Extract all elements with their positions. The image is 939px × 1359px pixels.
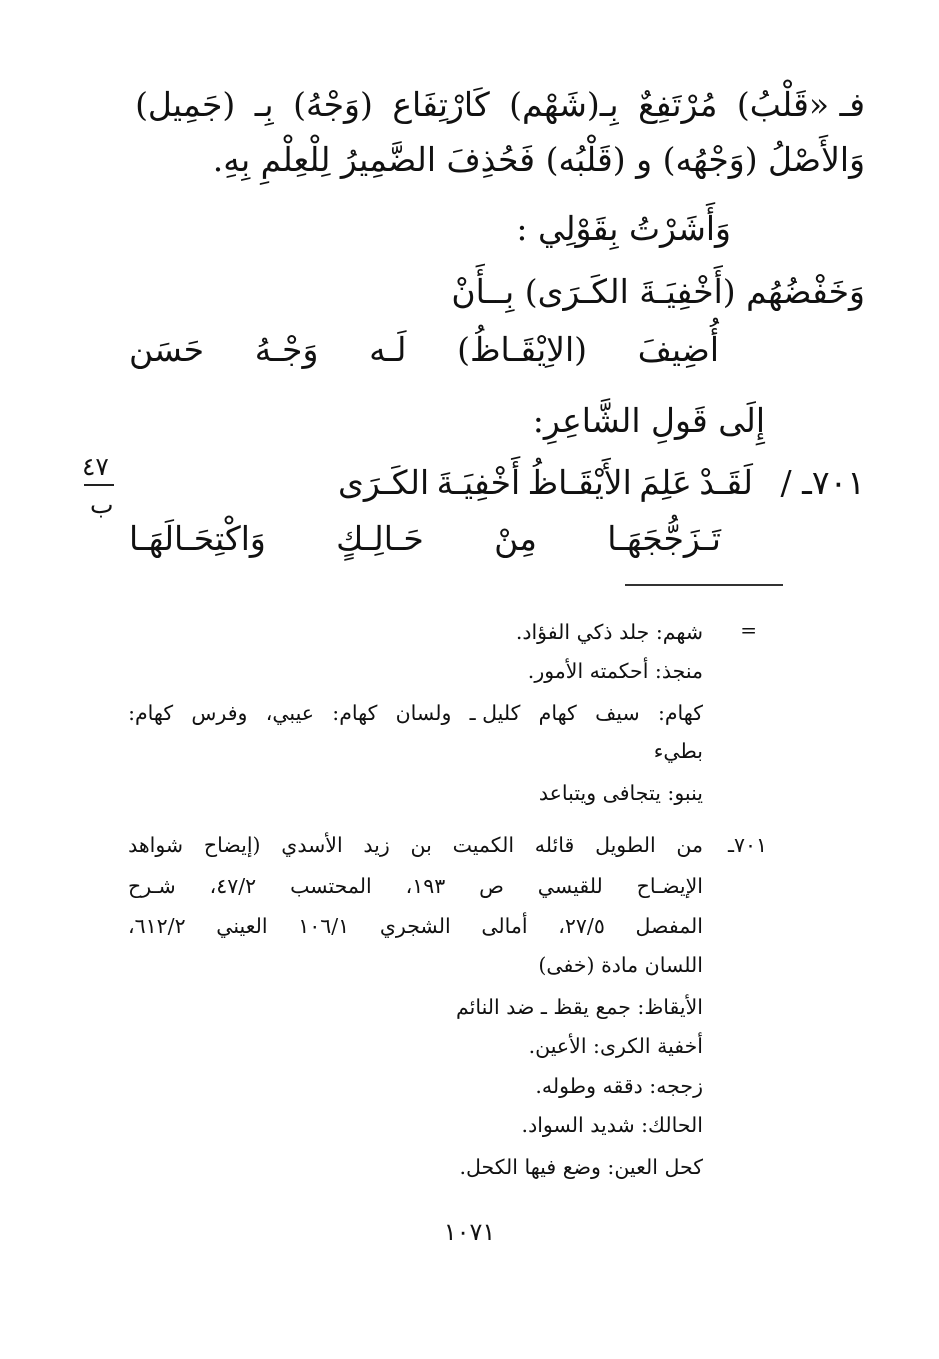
word: (جَمِيل) [135,85,236,124]
word: بِـ [254,85,274,124]
footnote-line: منجذ: أحكمته الأمور. [527,659,703,683]
word: كهام: [332,701,378,725]
footnote-line: أخفية الكرى: الأعين. [528,1034,703,1058]
main-line-3: وَأَشَرْتُ بِقَوْلِي : [516,209,731,248]
word: لَقَـدْ [699,463,753,502]
word: حَسَن [129,330,205,369]
footnote-number: ٧٠١ـ [727,833,767,857]
main-line-4: وَخَفْضُهُم (أَخْفِيَـةَ الكَـرَى) بِــأَنْ [451,272,865,311]
word: ص [479,874,504,898]
word: زيد [363,833,390,857]
footnote-line: ينبو: يتجافى ويتباعد [538,781,703,805]
word: مُرْتَفِعٌ [638,85,718,124]
word: الأسدي [281,833,343,857]
footnote-line [128,703,703,724]
word: الإيضـاح [636,874,703,898]
word: ٤٧/٢، [209,874,257,898]
main-line-6: إِلَى قَولِ الشَّاعِرِ: [532,401,765,440]
word: عَلِمَ [639,463,692,502]
word: أُضِيفَ [637,330,719,369]
word: (إيضاح [203,833,261,857]
verse-number: ٧٠١ـ / [780,463,865,502]
margin-folio-side: ب [90,490,114,519]
word: المفصل [635,914,703,938]
footnote-line [128,876,703,897]
word: كَارْتِفَاع [392,85,490,124]
word: فـ «قَلْبُ) [736,85,865,124]
word: كليل ـ [469,701,521,725]
word: الأَيْقَـاظُ [527,463,632,502]
footnote-line: الحالك: شديد السواد. [521,1113,703,1137]
footnote-line [128,835,703,856]
margin-fraction-line [84,484,114,486]
footnote-line [128,916,703,937]
word: الكميت [452,833,515,857]
word: كهام: [128,701,174,725]
word: مِنْ [494,519,537,558]
word: بِـ(شَهْم) [509,85,619,124]
footnote-line: زججه: دققه وطوله. [535,1074,703,1098]
word: وَاكْتِحَـالَهَـا [129,519,266,558]
main-line-1 [135,85,865,124]
footnote-line: الأيقاظ: جمع يقظ ـ ضد النائم [455,995,703,1019]
word: الشجري [379,914,451,938]
word: (وَجْهُ) [293,85,373,124]
word: شـرح [128,874,176,898]
word: أمالى [481,914,528,938]
word: أَخْفِيَـةَ [436,463,521,502]
footnote-line: اللسان مادة (خفى) [538,953,703,977]
word: ٢٧/٥، [558,914,605,938]
page-number: ١٠٧١ [443,1218,496,1246]
word: الطويل [595,833,656,857]
verse-line-2 [129,519,721,558]
main-line-5 [129,330,719,369]
word: المحتسب [290,874,372,898]
word: ١٩٣، [405,874,446,898]
word: ١٠٦/١ [298,914,350,938]
footnote-line: كحل العين: وضع فيها الكحل. [459,1155,703,1179]
word: للقيسي [537,874,603,898]
word: العيني [216,914,268,938]
footnote-separator [625,584,783,586]
word: سيف [595,701,640,725]
word: لَـه [369,330,407,369]
word: عيبي، [265,701,315,725]
footnote-continuation-mark: = [740,618,757,642]
word: الكَـرَى [338,463,430,502]
word: ٦١٢/٢، [128,914,186,938]
main-line-2: وَالأَصْلُ (وَجْهُه) و (قَلْبُه) فَحُذِفَ الضَّمِيرُ لِلْعِلْمِ بِهِ. [212,140,865,179]
word: كهام [538,701,577,725]
footnote-line: شهم: جلد ذكي الفؤاد. [515,620,703,644]
word: وَجْـهُ [254,330,319,369]
word: حَـالِـكٍ [336,519,424,558]
word: (الاِيْقَـاظُ) [457,330,588,369]
margin-folio-number: ٤٧ [82,452,109,481]
word: تَـزَجُّجَهَـا [607,519,721,558]
word: كهام: [657,701,703,725]
word: من [676,833,703,857]
footnote-line: بطيء [653,739,703,763]
word: شواهد [128,833,184,857]
word: بن [410,833,432,857]
verse-line-1 [338,463,753,502]
word: وفرس [191,701,248,725]
word: ولسان [395,701,452,725]
word: قائله [534,833,575,857]
